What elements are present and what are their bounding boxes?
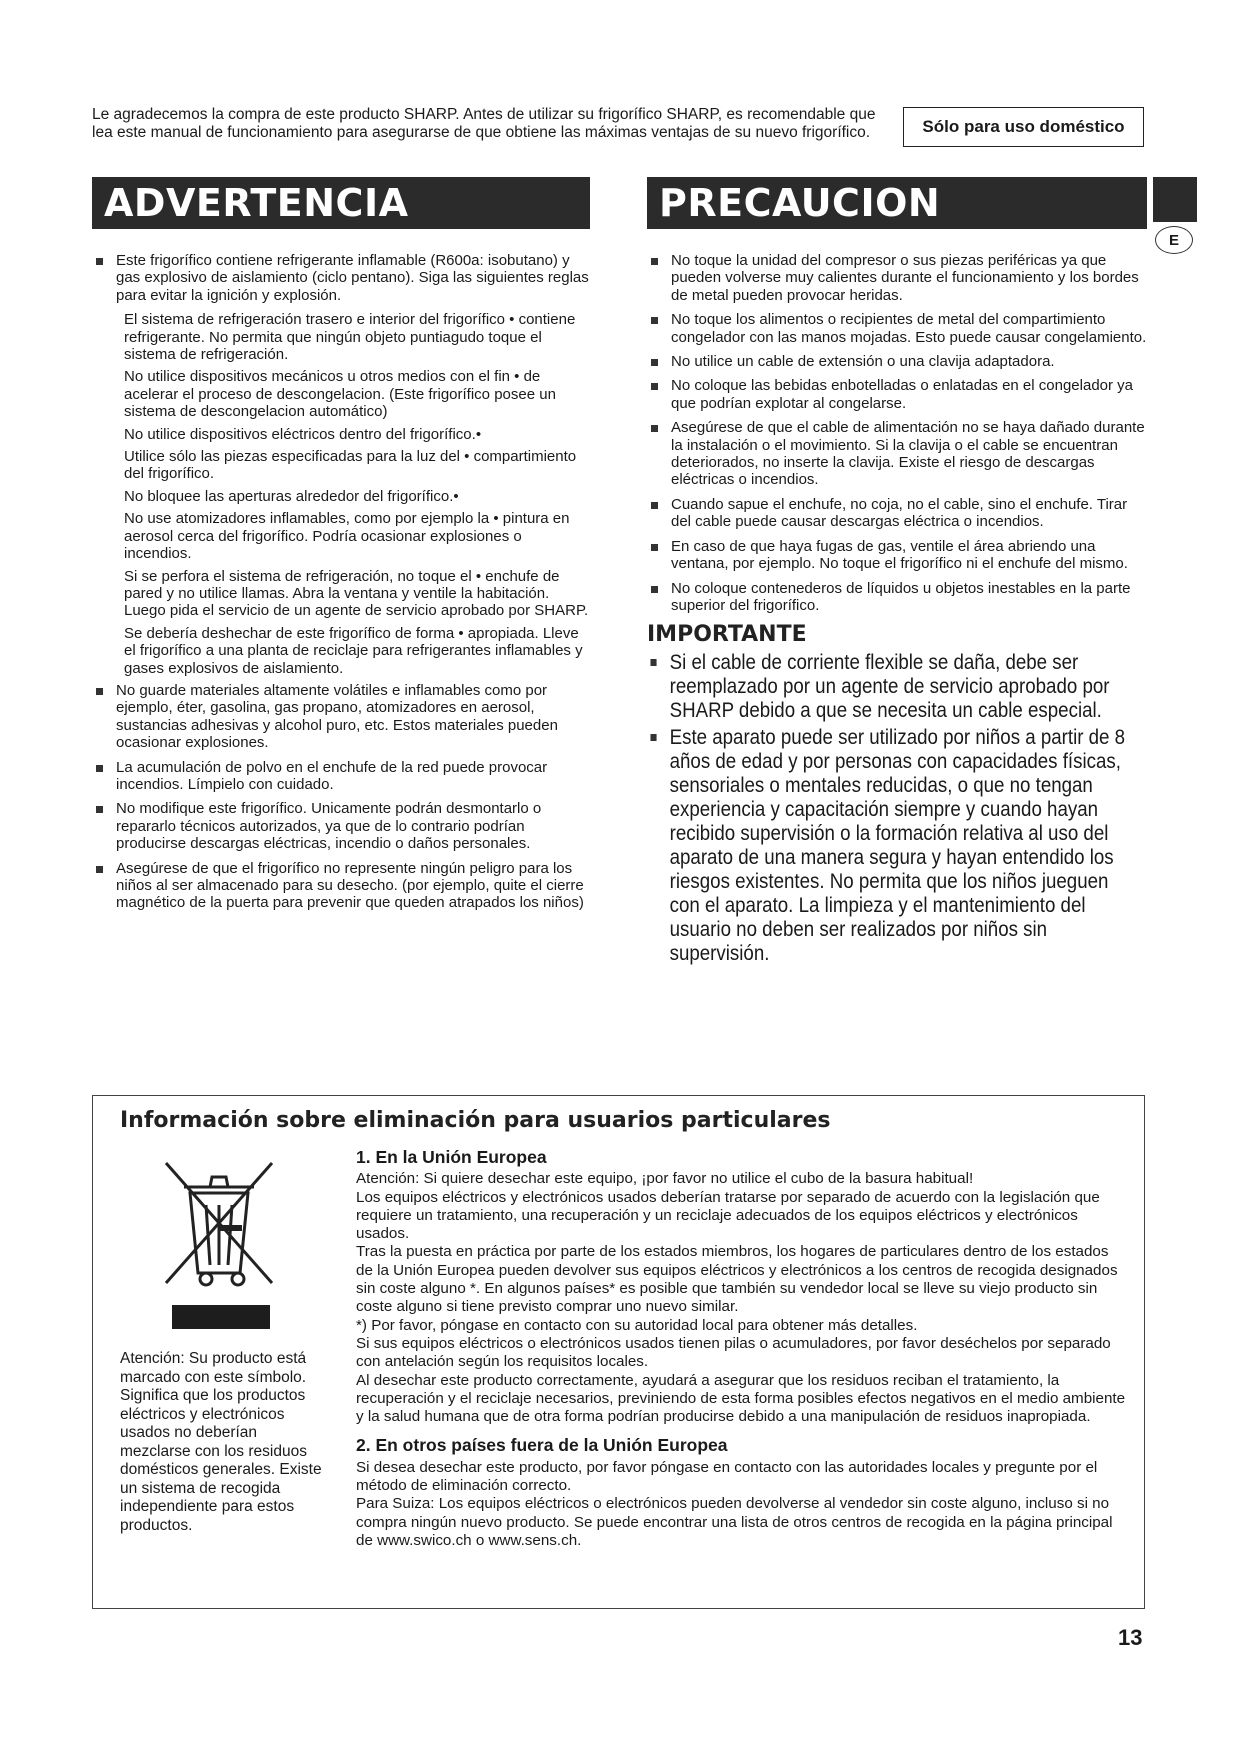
eu-heading: 1. En la Unión Europea — [356, 1147, 547, 1167]
caution-item: No coloque contenederos de líquidos u objetos inestables en la parte superior del frigorífico. — [647, 580, 1147, 615]
domestic-use-badge: Sólo para uso doméstico — [903, 107, 1144, 147]
caution-item: No toque los alimentos o recipientes de metal del compartimiento congelador con las manos mojadas. Esto puede causar congelamiento. — [647, 311, 1147, 346]
caution-item: Cuando sapue el enchufe, no coja, no el cable, sino el enchufe. Tirar del cable puede causar descargas eléctrica o incendios. — [647, 496, 1147, 531]
language-badge: E — [1155, 226, 1193, 254]
section-tab-marker — [1153, 177, 1197, 222]
other-heading: 2. En otros países fuera de la Unión Europea — [356, 1435, 728, 1456]
caution-item: No utilice un cable de extensión o una clavija adaptadora. — [647, 353, 1147, 370]
crossed-bin-icon — [160, 1155, 280, 1295]
eu-paragraph: Tras la puesta en práctica por parte de los estados miembros, los hogares de particulares dentro de los estados de la Unión Europea pueden devolver sus equipos eléctricos y electrónicos a los centros de recogida designados sin coste alguno *. En algunos países* es posible que también su vendedor local se lleve su viejo producto sin coste alguno si tiene previsto comprar uno nuevo similar. — [356, 1243, 1118, 1316]
warning-subitem: Se debería deshechar de este frigorífico de forma • apropiada. Lleve el frigorífico a una planta de reciclaje para refrigerantes inflamables y gases explosivos de aislamiento. — [124, 624, 583, 677]
eu-paragraph: Si sus equipos eléctricos o electrónicos usados tienen pilas o acumuladores, por favor deséchelos por separado con antelación según los requisitos locales. — [356, 1334, 1111, 1371]
important-item: Este aparato puede ser utilizado por niños a partir de 8 años de edad y por personas con capacidades físicas, sensoriales o mentales reducidas, o que no tengan experiencia y capacitación siempre y cuando hayan recibido supervisión o la formación relativa al uso del aparato de una manera segura y hayan entendido los riesgos existentes. No permita que los niños jueguen con el aparato. La limpieza y el mantenimiento del usuario no deben ser realizados por niños sin supervisión. — [647, 725, 1134, 965]
eu-paragraph: Atención: Si quiere desechar este equipo, ¡por favor no utilice el cubo de la basura habitual! — [356, 1170, 974, 1188]
warning-subitem: No utilice dispositivos eléctricos dentro del frigorífico.• — [124, 425, 482, 443]
other-paragraph: Si desea desechar este producto, por favor póngase en contacto con las autoridades locales y pregunte por el método de eliminación correcto. — [356, 1458, 1098, 1495]
page-number: 13 — [1118, 1625, 1143, 1650]
attention-note: Atención: Su producto está marcado con este símbolo. Significa que los productos eléctricos y electrónicos usados no deberían mezclarse con los residuos domésticos generales. Existe un sistema de recogida independiente para estos productos. — [120, 1350, 322, 1534]
warning-banner: ADVERTENCIA — [92, 177, 590, 229]
warning-subitem: No bloquee las aperturas alrededor del frigorífico.• — [124, 487, 459, 505]
warning-subitem: Si se perfora el sistema de refrigeración, no toque el • enchufe de pared y no utilice llamas. Abra la ventana y ventile la habitación. Luego pida el servicio de un agente de servicio aprobado por SHARP. — [124, 567, 589, 620]
caution-item: Asegúrese de que el cable de alimentación no se haya dañado durante la instalación o el movimiento. Si la clavija o el cable se encuentran deteriorados, no inserte la clavija. Existe el riesgo de descargas eléctricas o incendios. — [647, 419, 1147, 489]
caution-column — [647, 252, 1147, 968]
caution-item: No toque la unidad del compresor o sus piezas periféricas ya que pueden volverse muy calientes durante el funcionamiento y los bordes de metal pueden provocar heridas. — [647, 252, 1147, 304]
warning-item: No modifique este frigorífico. Unicamente podrán desmontarlo o repararlo técnicos autorizados, ya que de lo contrario podrían producirse descargas eléctricas, incendio o daños personales. — [92, 800, 592, 852]
other-paragraph: Para Suiza: Los equipos eléctricos o electrónicos pueden devolverse al vendedor sin coste alguno, incluso si no compra ningún nuevo producto. Se puede encontrar una lista de otros centros de recogida en la página principal de www.swico.ch o www.sens.ch. — [356, 1495, 1113, 1549]
warning-lead: Este frigorífico contiene refrigerante inflamable (R600a: isobutano) y gas explosivo de aislamiento (ciclo pentano). Siga las siguientes reglas para evitar la ignición y explosión. — [92, 252, 592, 304]
warning-column — [92, 252, 592, 919]
disposal-title: Información sobre eliminación para usuarios particulares — [120, 1108, 831, 1133]
warning-subitem: El sistema de refrigeración trasero e interior del frigorífico • contiene refrigerante. No permita que ningún objeto puntiagudo toque el sistema de refrigeración. — [124, 311, 576, 364]
important-item: Si el cable de corriente flexible se daña, debe ser reemplazado por un agente de servicio aprobado por SHARP debido a que se necesita un cable especial. — [647, 650, 1134, 722]
caution-banner: PRECAUCION — [647, 177, 1147, 229]
eu-paragraph: *) Por favor, póngase en contacto con su autoridad local para obtener más detalles. — [356, 1316, 918, 1334]
disposal-text — [356, 1148, 1126, 1550]
warning-item: La acumulación de polvo en el enchufe de la red puede provocar incendios. Límpielo con cuidado. — [92, 759, 592, 794]
warning-subitem: No use atomizadores inflamables, como por ejemplo la • pintura en aerosol cerca del frigorífico. Podría ocasionar explosiones o incendios. — [124, 510, 570, 563]
warning-subitem: No utilice dispositivos mecánicos u otros medios con el fin • de acelerar el proceso de descongelacion. (Este frigorífico posee un sistema de descongelacion automático) — [124, 368, 556, 421]
important-list — [647, 650, 1134, 965]
caution-item: No coloque las bebidas enbotelladas o enlatadas en el congelador ya que podrían explotar al congelarse. — [647, 377, 1147, 412]
eu-paragraph: Al desechar este producto correctamente, ayudará a asegurar que los residuos reciban el tratamiento, la recuperación y el reciclaje necesarios, previniendo de esta forma posibles efectos negativos en el medio ambiente y la salud humana que de otra forma podrían producirse debido a una manipulación de residuos inapropiada. — [356, 1371, 1126, 1426]
important-title: IMPORTANTE — [647, 622, 807, 648]
warning-subitem: Utilice sólo las piezas especificadas para la luz del • compartimiento del frigorífico. — [124, 448, 577, 483]
eu-paragraph: Los equipos eléctricos y electrónicos usados deberían tratarse por separado de acuerdo con la legislación que requiere un tratamiento, una recuperación y un reciclaje adecuados de los equipos eléctricos y electrónicos usados. — [356, 1188, 1100, 1243]
warning-item: Asegúrese de que el frigorífico no represente ningún peligro para los niños al ser almacenado para su desecho. (por ejemplo, quite el cierre magnético de la puerta para prevenir que queden atrapados los niños) — [92, 860, 592, 912]
weee-black-bar — [172, 1305, 270, 1329]
warning-item: No guarde materiales altamente volátiles e inflamables como por ejemplo, éter, gasolina, gas propano, atomizadores en aerosol, sustancias adhesivas y alcohol puro, etc. Estos materiales pueden ocasionar explosiones. — [92, 682, 592, 752]
caution-item: En caso de que haya fugas de gas, ventile el área abriendo una ventana, por ejemplo. No toque el frigorífico ni el enchufe del mismo. — [647, 538, 1147, 573]
intro-text: Le agradecemos la compra de este producto SHARP. Antes de utilizar su frigorífico SHARP, es recomendable que lea este manual de funcionamiento para asegurarse de que obtiene las máximas ventajas de su nuevo frigorífico. — [92, 106, 876, 141]
